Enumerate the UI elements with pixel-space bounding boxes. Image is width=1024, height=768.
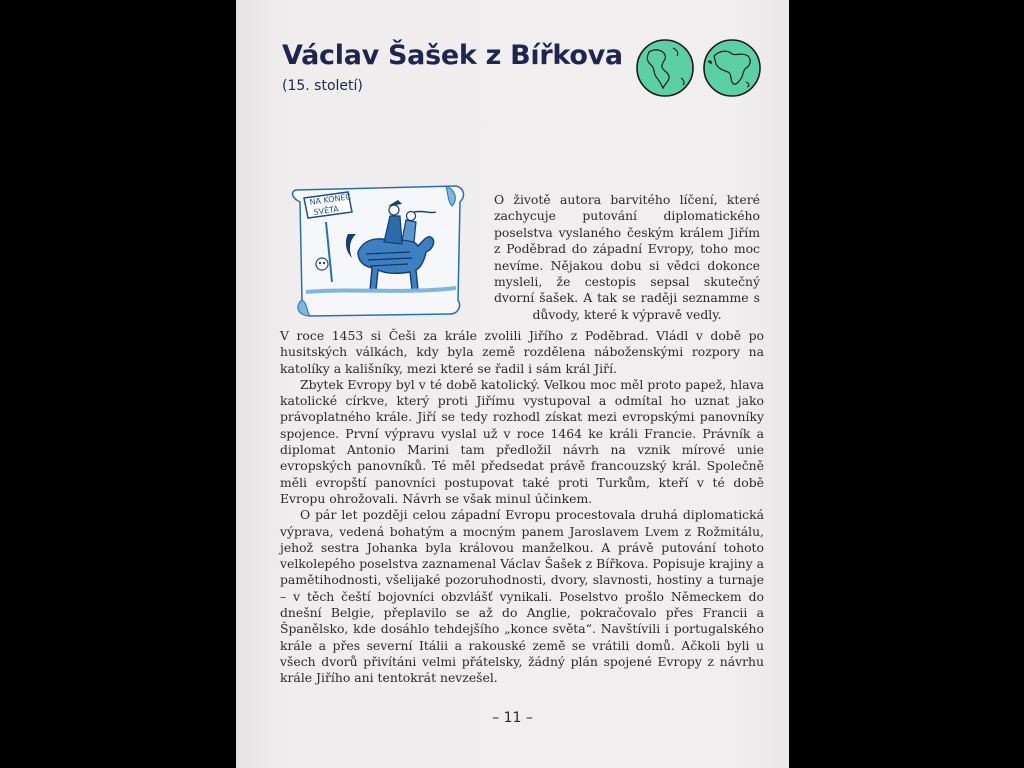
paragraph: Zbytek Evropy byl v té době katolický. Velkou moc měl proto papež, hlava katolické církve, který proti Jiřímu vystupoval a odmítal ho uznat jako právoplatného krále. Jiří se tedy rozhodl získat mezi evropskými panovníky spojence. První výpravu vyslal už v roce 1464 ke králi Francie. Právník a diplomat Antonio Marini tam předložil návrh na vznik mírové unie evropských panovníků. Té měl předsedat právě francouzský král. Společně měli evropští panovníci postupovat také proti Turkům, kteří v té době Evropu ohrožovali. Návrh se však minul účinkem.	[280, 376, 764, 506]
page-subtitle: (15. století)	[282, 78, 363, 94]
page-title: Václav Šašek z Bířkova	[282, 40, 623, 71]
intro-paragraph: O životě autora barvitého líčení, které zachycuje putování diplomatického poselstva vyslaného českým králem Jiřím z Poděbrad do západní Evropy, toho moc nevíme. Nějakou dobu si vědci dokonce mysleli, že cestopis sepsal skutečný dvorní šašek. A tak se raději seznamme s důvody, které k výpravě vedly.	[494, 192, 760, 322]
book-page	[236, 0, 789, 768]
globe-africa-icon	[702, 38, 762, 98]
paragraph: O pár let později celou západní Evropu procestovala druhá diplomatická výprava, vedená bohatým a mocným panem Jaroslavem Lvem z Rožmitálu, jehož sestra Johanka byla královou manželkou. A právě putování tohoto velkolepého poselstva zaznamenal Václav Šašek z Bířkova. Popisuje krajiny a pamětihodnosti, všelijaké pozoruhodnosti, dvory, slavnosti, hostiny a turnaje – v těch čeští bojovníci obzvlášť vynikali. Poselstvo prošlo Německem do dnešní Belgie, přeplavilo se až do Anglie, pokračovalo přes Francii a Španělsko, kde dosáhlo tehdejšího „konce světa“. Navštívili i portugalského krále a přes severní Itálii a rakouské země se vrátili domů. Ačkoli byli u všech dvorů přivítáni velmi přátelsky, žádný plán spojené Evropy z návrhu krále Jiřího ani tentokrát nevzešel.	[280, 507, 764, 686]
globe-americas-icon	[635, 38, 695, 98]
sign-text-line1: NA KONEC	[309, 192, 352, 207]
scroll-illustration	[286, 182, 471, 322]
main-text	[280, 328, 764, 687]
paragraph: V roce 1453 si Češi za krále zvolili Jiřího z Poděbrad. Vládl v době po husitských válkách, kdy byla země rozdělena náboženskými rozpory na katolíky a kališníky, mezi které se řadil i sám král Jiří.	[280, 328, 764, 376]
sign-text-line2: SVĚTA	[313, 204, 340, 217]
page-number: – 11 –	[492, 710, 533, 726]
